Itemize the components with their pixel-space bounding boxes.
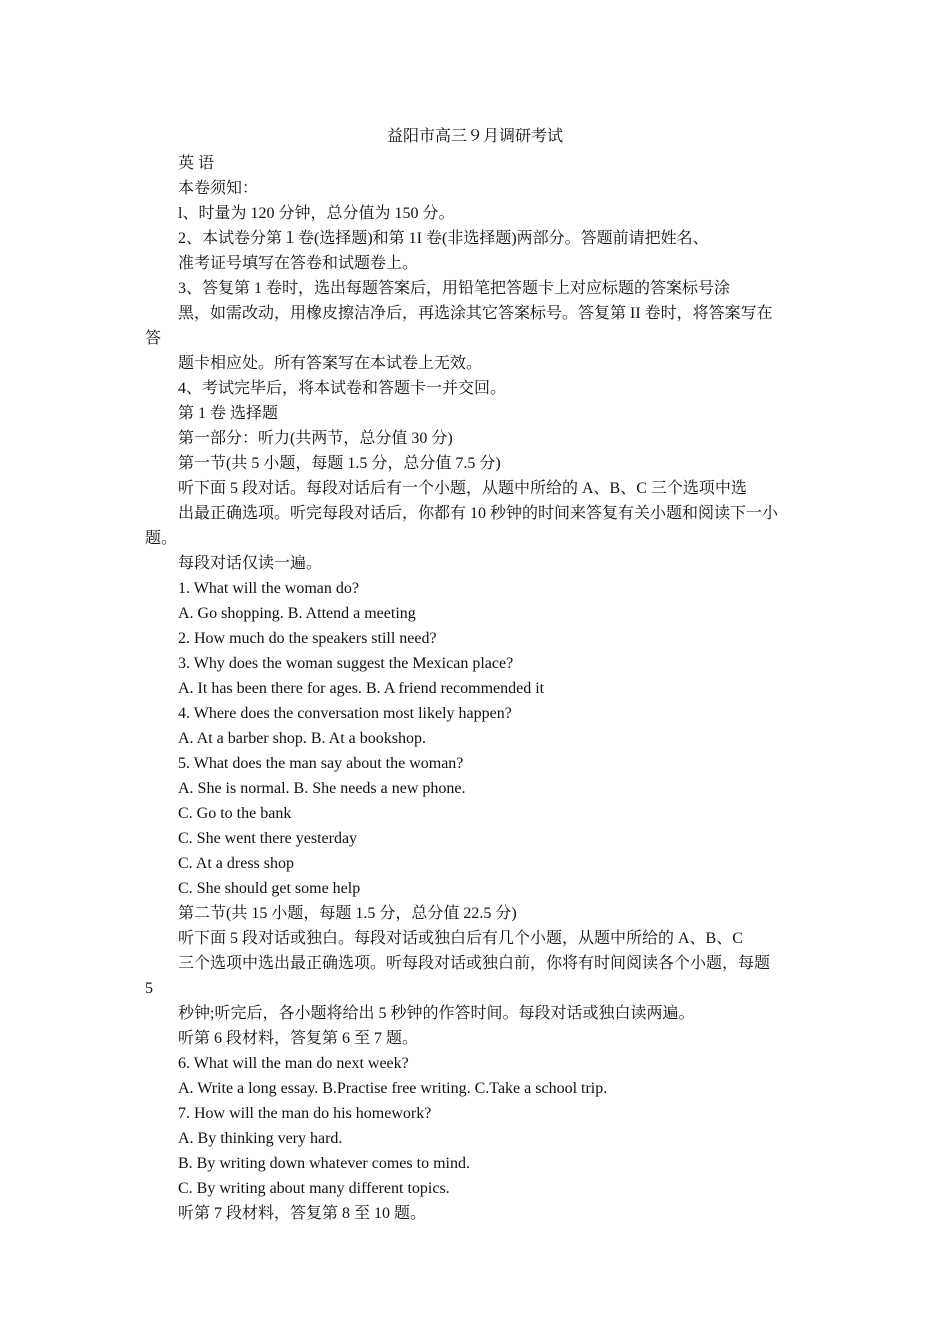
text-line: 3、答复第 1 卷时，选出每题答案后，用铅笔把答题卡上对应标题的答案标号涂 (178, 280, 731, 297)
text-line: 6. What will the man do next week? (178, 1055, 409, 1072)
text-line: 4. Where does the conversation most likely happen? (178, 705, 512, 722)
text-line: 出最正确选项。听完每段对话后，你都有 10 秒钟的时间来答复有关小题和阅读下一小 (178, 505, 779, 522)
text-line: 2. How much do the speakers still need? (178, 630, 437, 647)
text-line: C. She went there yesterday (178, 830, 358, 847)
text-line: C. By writing about many different topics. (178, 1180, 450, 1197)
text-line: 5. What does the man say about the woman? (178, 755, 464, 772)
text-line: 黑，如需改动，用橡皮擦洁净后，再选涂其它答案标号。答复第 II 卷时，将答案写在 (178, 305, 773, 322)
text-line: C. At a dress shop (178, 855, 294, 872)
text-line: 秒钟;听完后，各小题将给出 5 秒钟的作答时间。每段对话或独白读两遍。 (178, 1005, 695, 1022)
text-line: 第 1 卷 选择题 (178, 405, 279, 422)
text-line: 听下面 5 段对话或独白。每段对话或独白后有几个小题，从题中所给的 A、B、C (178, 930, 743, 947)
text-line: 7. How will the man do his homework? (178, 1105, 432, 1122)
text-line: 3. Why does the woman suggest the Mexican place? (178, 655, 514, 672)
text-line: 第一节(共 5 小题，每题 1.5 分，总分值 7.5 分) (178, 455, 501, 472)
text-line: 2、本试卷分第１卷(选择题)和第 1I 卷(非选择题)两部分。答题前请把姓名、 (178, 230, 709, 247)
text-line: C. She should get some help (178, 880, 361, 897)
text-line: l、时量为 120 分钟，总分值为 150 分。 (178, 205, 455, 222)
text-line: 题卡相应处。所有答案写在本试卷上无效。 (178, 355, 483, 372)
text-line: 准考证号填写在答卷和试题卷上。 (178, 255, 419, 272)
text-line: 4、考试完毕后，将本试卷和答题卡一并交回。 (178, 380, 507, 397)
text-line: 答 (145, 330, 162, 347)
text-line: 三个选项中选出最正确选项。听每段对话或独白前，你将有时间阅读各个小题，每题 (178, 955, 771, 972)
text-line: 听第 6 段材料，答复第 6 至 7 题。 (178, 1030, 419, 1047)
text-line: 每段对话仅读一遍。 (178, 555, 323, 572)
text-line: A. Go shopping. B. Attend a meeting (178, 605, 416, 622)
document-body (145, 151, 815, 1226)
text-line: 听下面 5 段对话。每段对话后有一个小题，从题中所给的 A、B、C 三个选项中选 (178, 480, 747, 497)
text-line: A. At a barber shop. B. At a bookshop. (178, 730, 426, 747)
text-line: 英 语 (178, 155, 215, 172)
text-line: C. Go to the bank (178, 805, 292, 822)
text-line: 第二节(共 15 小题，每题 1.5 分，总分值 22.5 分) (178, 905, 517, 922)
text-line: B. By writing down whatever comes to mind. (178, 1155, 470, 1172)
text-line: A. It has been there for ages. B. A friend recommended it (178, 680, 545, 697)
text-line: 本卷须知： (178, 180, 259, 197)
text-line: 听第 7 段材料，答复第 8 至 10 题。 (178, 1205, 427, 1222)
text-line: A. By thinking very hard. (178, 1130, 343, 1147)
document-title: 益阳市高三９月调研考试 (386, 128, 563, 145)
text-line: 5 (145, 980, 153, 997)
text-line: A. She is normal. B. She needs a new phone. (178, 780, 466, 797)
text-line: A. Write a long essay. B.Practise free writing. C.Take a school trip. (178, 1080, 608, 1097)
text-line: 第一部分：听力(共两节，总分值 30 分) (178, 430, 453, 447)
text-line: 题。 (145, 530, 178, 547)
text-line: 1. What will the woman do? (178, 580, 359, 597)
